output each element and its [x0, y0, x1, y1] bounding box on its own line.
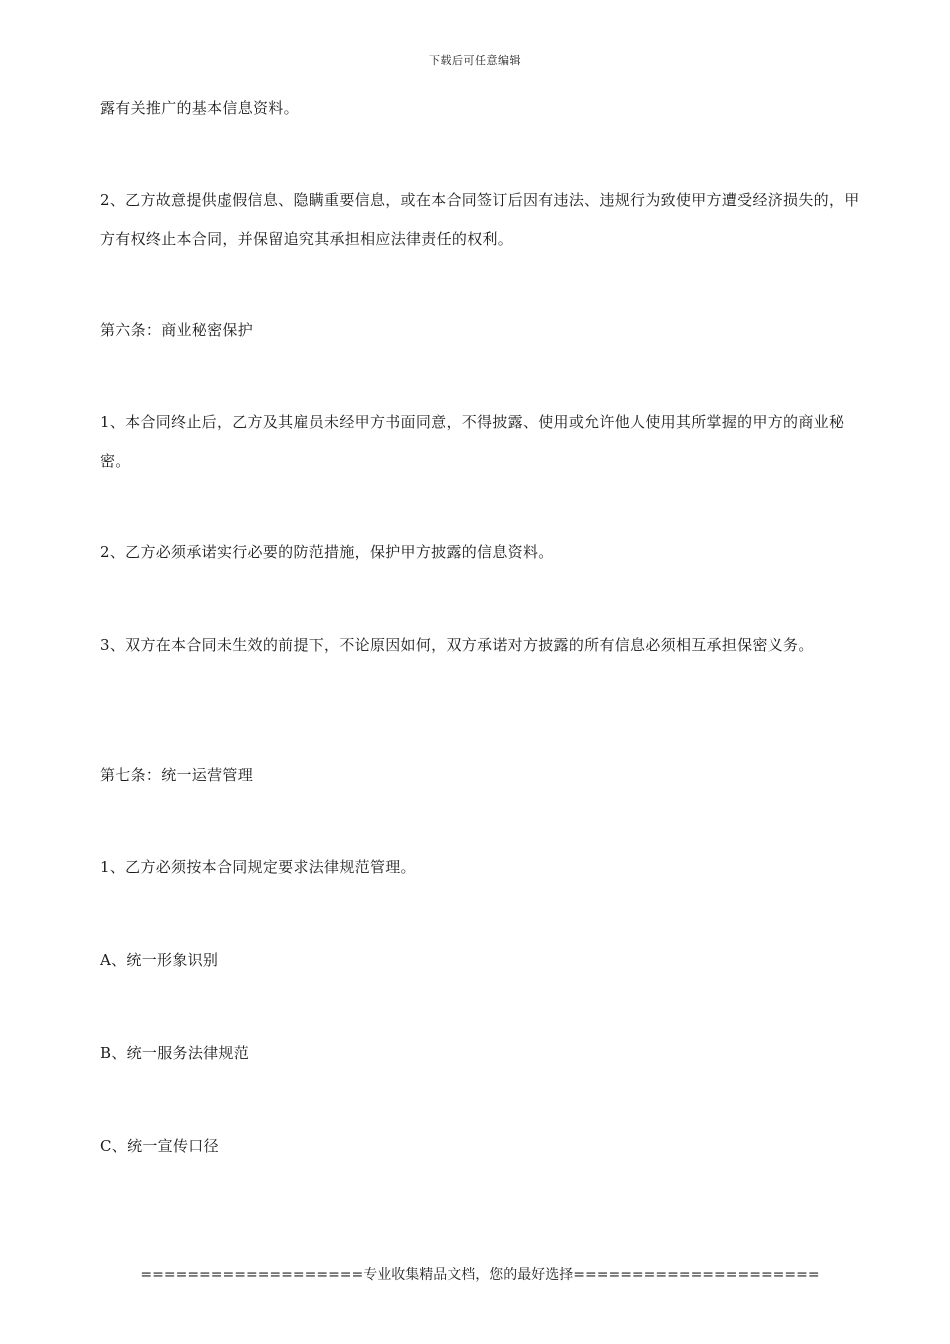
list-item-a: A、统一形象识别	[100, 951, 219, 969]
page-header: 下载后可任意编辑	[429, 54, 521, 67]
section-heading-article-7: 第七条：统一运营管理	[100, 766, 254, 784]
paragraph-clause-5-2: 2、乙方故意提供虚假信息、隐瞒重要信息，或在本合同签订后因有违法、违规行为致使甲方遭受经济损失的，甲方有权终止本合同，并保留追究其承担相应法律责任的权利。	[100, 191, 860, 248]
paragraph-continuation: 露有关推广的基本信息资料。	[100, 99, 299, 117]
paragraph-clause-6-2: 2、乙方必须承诺实行必要的防范措施，保护甲方披露的信息资料。	[100, 543, 554, 561]
page-footer: ===================专业收集精品文档，您的最好选择=====================	[140, 1267, 820, 1283]
section-heading-article-6: 第六条：商业秘密保护	[100, 321, 254, 339]
paragraph-clause-6-3: 3、双方在本合同未生效的前提下，不论原因如何，双方承诺对方披露的所有信息必须相互承担保密义务。	[100, 636, 814, 654]
list-item-b: B、统一服务法律规范	[100, 1044, 250, 1062]
paragraph-clause-7-1: 1、乙方必须按本合同规定要求法律规范管理。	[100, 858, 416, 876]
list-item-c: C、统一宣传口径	[100, 1137, 219, 1155]
paragraph-clause-6-1: 1、本合同终止后，乙方及其雇员未经甲方书面同意，不得披露、使用或允许他人使用其所掌握的甲方的商业秘密。	[100, 413, 845, 470]
